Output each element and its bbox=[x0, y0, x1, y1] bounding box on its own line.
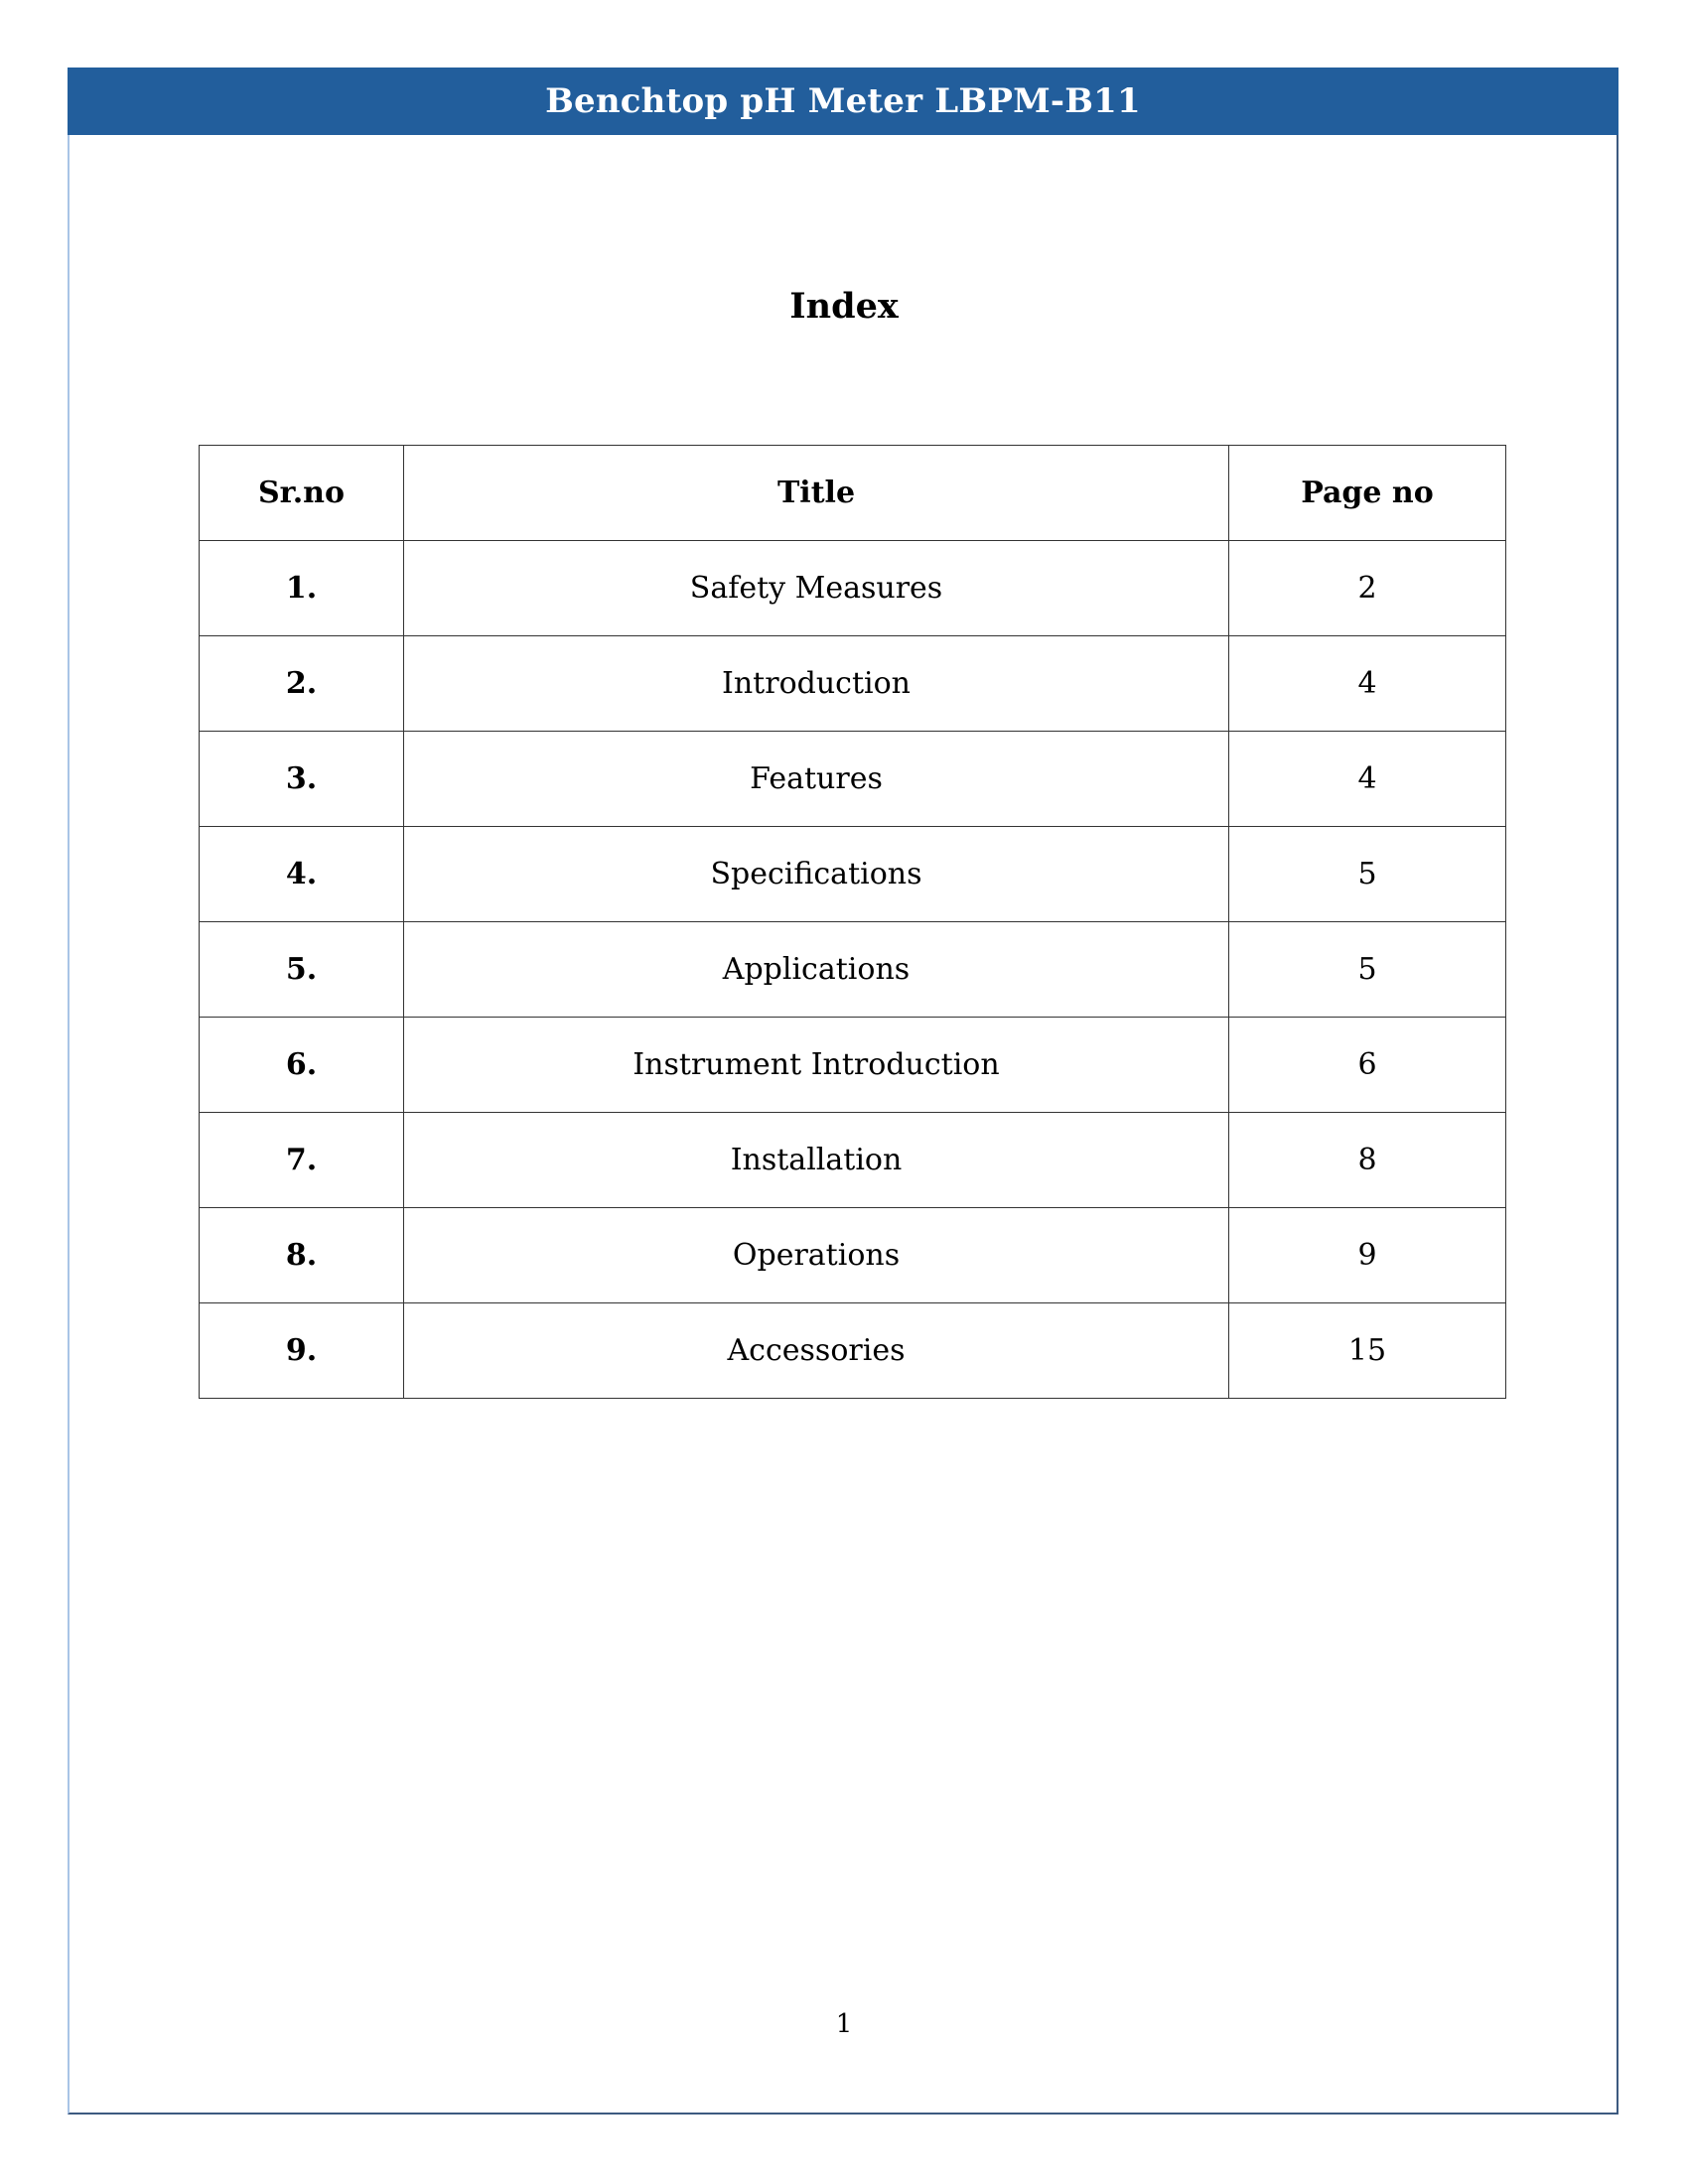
table-header-row bbox=[200, 446, 1506, 541]
table-row bbox=[200, 827, 1506, 922]
row-page-no: 2 bbox=[1229, 541, 1506, 636]
row-sr-no: 4. bbox=[200, 827, 404, 922]
row-title: Applications bbox=[404, 922, 1229, 1018]
column-header-page-no: Page no bbox=[1229, 446, 1506, 541]
row-title: Installation bbox=[404, 1113, 1229, 1208]
row-sr-no: 7. bbox=[200, 1113, 404, 1208]
row-title: Instrument Introduction bbox=[404, 1018, 1229, 1113]
row-page-no: 4 bbox=[1229, 636, 1506, 732]
row-title: Specifications bbox=[404, 827, 1229, 922]
row-title: Introduction bbox=[404, 636, 1229, 732]
page-number: 1 bbox=[835, 2009, 853, 2039]
row-title: Features bbox=[404, 732, 1229, 827]
row-sr-no: 8. bbox=[200, 1208, 404, 1303]
row-page-no: 8 bbox=[1229, 1113, 1506, 1208]
row-sr-no: 5. bbox=[200, 922, 404, 1018]
row-page-no: 15 bbox=[1229, 1303, 1506, 1399]
row-sr-no: 9. bbox=[200, 1303, 404, 1399]
row-sr-no: 3. bbox=[200, 732, 404, 827]
header-band bbox=[68, 68, 1618, 135]
row-page-no: 4 bbox=[1229, 732, 1506, 827]
row-sr-no: 2. bbox=[200, 636, 404, 732]
row-title: Accessories bbox=[404, 1303, 1229, 1399]
row-title: Operations bbox=[404, 1208, 1229, 1303]
column-header-title: Title bbox=[404, 446, 1229, 541]
table-row bbox=[200, 1113, 1506, 1208]
table-row bbox=[200, 636, 1506, 732]
row-sr-no: 1. bbox=[200, 541, 404, 636]
row-page-no: 5 bbox=[1229, 922, 1506, 1018]
table-row bbox=[200, 1018, 1506, 1113]
index-heading: Index bbox=[789, 286, 899, 327]
table-row bbox=[200, 922, 1506, 1018]
row-page-no: 9 bbox=[1229, 1208, 1506, 1303]
table-row bbox=[200, 541, 1506, 636]
row-title: Safety Measures bbox=[404, 541, 1229, 636]
table-row bbox=[200, 732, 1506, 827]
column-header-sr-no: Sr.no bbox=[200, 446, 404, 541]
document-title: Benchtop pH Meter LBPM-B11 bbox=[545, 81, 1141, 121]
index-table bbox=[199, 445, 1506, 1399]
table-row bbox=[200, 1208, 1506, 1303]
row-sr-no: 6. bbox=[200, 1018, 404, 1113]
row-page-no: 6 bbox=[1229, 1018, 1506, 1113]
table-row bbox=[200, 1303, 1506, 1399]
row-page-no: 5 bbox=[1229, 827, 1506, 922]
